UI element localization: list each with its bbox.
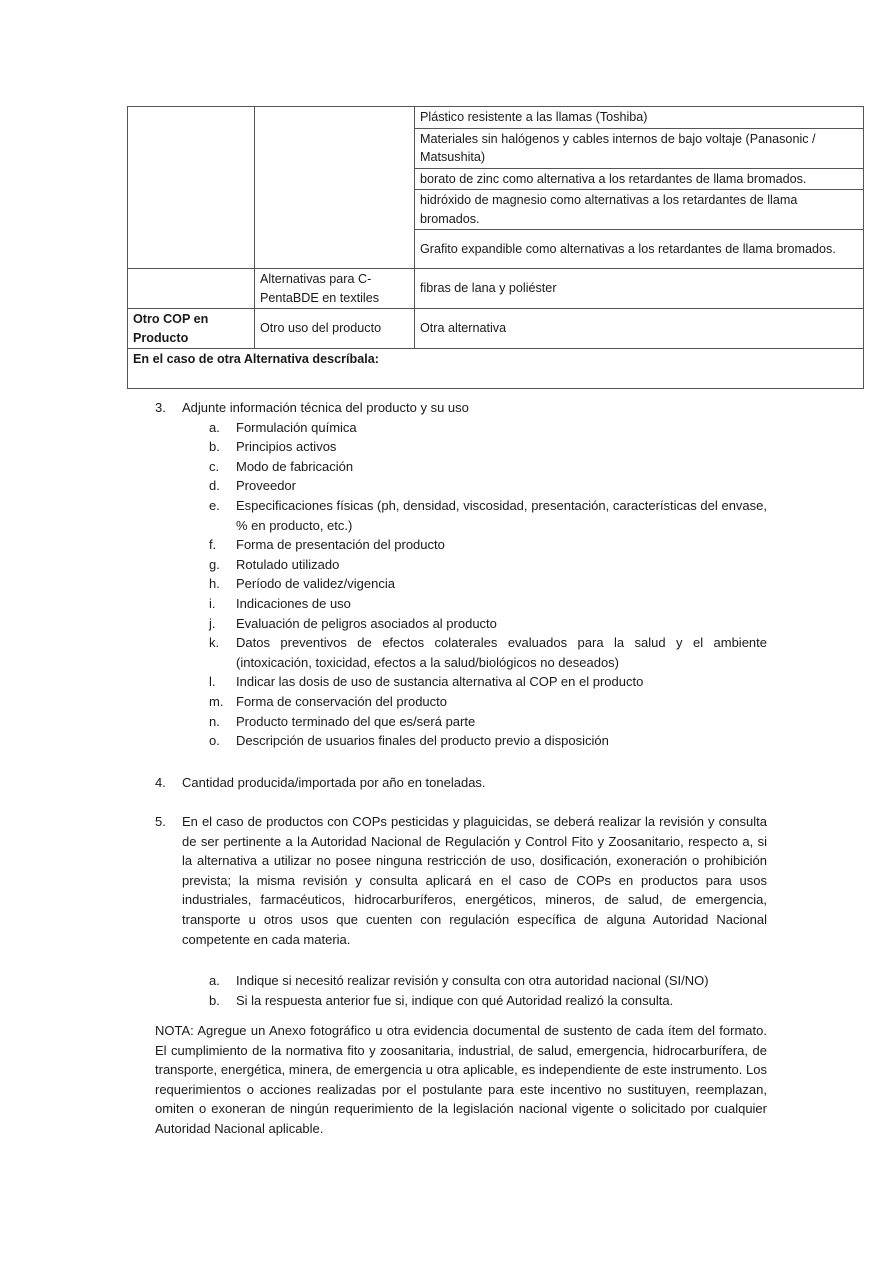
alternative-cell: borato de zinc como alternativa a los retardantes de llama bromados. [415,168,864,190]
list-item [209,437,767,457]
item-text: Especificaciones físicas (ph, densidad, viscosidad, presentación, características del envase, % en producto, etc.) [236,497,767,533]
list-item [209,614,767,634]
item-letter: i. [209,595,216,611]
other-alternative-field[interactable] [128,349,864,389]
item-text: Forma de conservación del producto [236,693,448,709]
item-text: Evaluación de peligros asociados al producto [236,615,497,631]
item-letter: a. [209,973,220,988]
alternative-cell: hidróxido de magnesio como alternativas a los retardantes de llama bromados. [415,190,864,230]
list-item [209,712,767,732]
item-letter: g. [209,556,220,572]
item-text: Modo de fabricación [236,458,354,474]
item-letter: a. [209,419,220,435]
item-text: Descripción de usuarios finales del producto previo a disposición [236,733,609,749]
use-cell: Otro uso del producto [255,309,415,349]
alternative-cell: Otra alternativa [415,309,864,349]
alternative-cell: fibras de lana y poliéster [415,269,864,309]
question-3-subitems [209,418,767,751]
list-item [209,971,767,991]
item-text: Si la respuesta anterior fue si, indique con qué Autoridad realizó la consulta. [236,992,674,1008]
item-letter: b. [209,439,220,455]
item-letter: l. [209,674,216,690]
item-letter: e. [209,497,220,513]
list-item [209,555,767,575]
item-letter: m. [209,693,224,709]
question-3 [155,398,767,751]
cop-cell: Otro COP en Producto [128,309,255,349]
item-letter: h. [209,576,220,592]
item-letter: b. [209,992,220,1008]
item-text: Indicar las dosis de uso de sustancia alternativa al COP en el producto [236,674,644,690]
item-text: Datos preventivos de efectos colaterales evaluados para la salud y el ambiente (intoxicación, toxicidad, efectos a la salud/biológicos no deseados) [236,635,767,670]
question-number: 3. [155,400,166,415]
alternative-cell: Materiales sin halógenos y cables internos de bajo voltaje (Panasonic / Matsushita) [415,128,864,168]
item-letter: o. [209,733,220,749]
alternatives-table [127,106,864,389]
item-letter: f. [209,537,217,553]
item-text: Indicaciones de uso [236,595,351,611]
list-item [209,535,767,555]
list-item [209,594,767,614]
list-item [209,476,767,496]
item-letter: c. [209,458,220,474]
question-text: En el caso de productos con COPs pesticidas y plaguicidas, se deberá realizar la revisión y consulta de ser pertinente a la Autoridad Nacional de Regulación y Control Fito y Zoosanitario, respecto a, si la alternativa a utilizar no posee ninguna restricción de uso, dosificación, exoneración o prohibición prevista; la misma revisión y consulta aplicará en el caso de COPs en productos para usos industriales, farmacéuticos, hidrocarburíferos, energéticos, mineros, de salud, de emergencia, transporte u otros usos que cuenten con regulación específica de alguna Autoridad Nacional competente en cada materia. [182,814,767,947]
question-text: Cantidad producida/importada por año en toneladas. [182,775,486,790]
item-letter: d. [209,478,220,494]
list-item [209,457,767,477]
question-number: 4. [155,775,166,790]
item-text: Período de validez/vigencia [236,576,395,592]
item-text: Proveedor [236,478,296,494]
other-alternative-label: En el caso de otra Alternativa descríbala: [133,352,379,366]
table-row [128,309,864,349]
item-text: Rotulado utilizado [236,556,340,572]
list-item [209,991,767,1011]
table-row-other-alternative [128,349,864,389]
cop-cell-empty [128,269,255,309]
table-row [128,107,864,129]
use-cell: Alternativas para C-PentaBDE en textiles [255,269,415,309]
question-text: Adjunte información técnica del producto y su uso [182,400,469,415]
note-paragraph: NOTA: Agregue un Anexo fotográfico u otra evidencia documental de sustento de cada ítem del formato. El cumplimiento de la normativa fito y zoosanitaria, industrial, de salud, emergencia, hidrocarburífera, de transporte, energética, minera, de emergencia u otra aplicable, es independiente de este instrumento. Los requerimientos o acciones realizadas por el postulante para este incentivo no sustituyen, reemplazan, omiten o exoneran de ningún requerimiento de la legislación nacional vigente o solicitado por cualquier Autoridad Nacional aplicable. [155,1023,767,1136]
question-5-subitems [209,971,767,1010]
question-5 [155,812,767,949]
alternative-cell: Grafito expandible como alternativas a los retardantes de llama bromados. [415,230,864,269]
list-item [209,633,767,672]
item-text: Indique si necesitó realizar revisión y consulta con otra autoridad nacional (SI/NO) [236,973,709,988]
item-letter: k. [209,635,220,651]
question-number: 5. [155,814,166,829]
cop-cell-empty [128,107,255,269]
list-item [209,672,767,692]
question-4 [155,773,767,793]
item-text: Producto terminado del que es/será parte [236,713,476,729]
alternative-cell: Plástico resistente a las llamas (Toshiba) [415,107,864,129]
item-text: Principios activos [236,439,337,455]
list-item [209,418,767,438]
item-text: Formulación química [236,419,357,435]
list-item [209,496,767,535]
item-letter: n. [209,713,220,729]
item-letter: j. [209,615,216,631]
table-row [128,269,864,309]
list-item [209,574,767,594]
list-item [209,692,767,712]
item-text: Forma de presentación del producto [236,537,445,553]
list-item [209,731,767,751]
use-cell-empty [255,107,415,269]
